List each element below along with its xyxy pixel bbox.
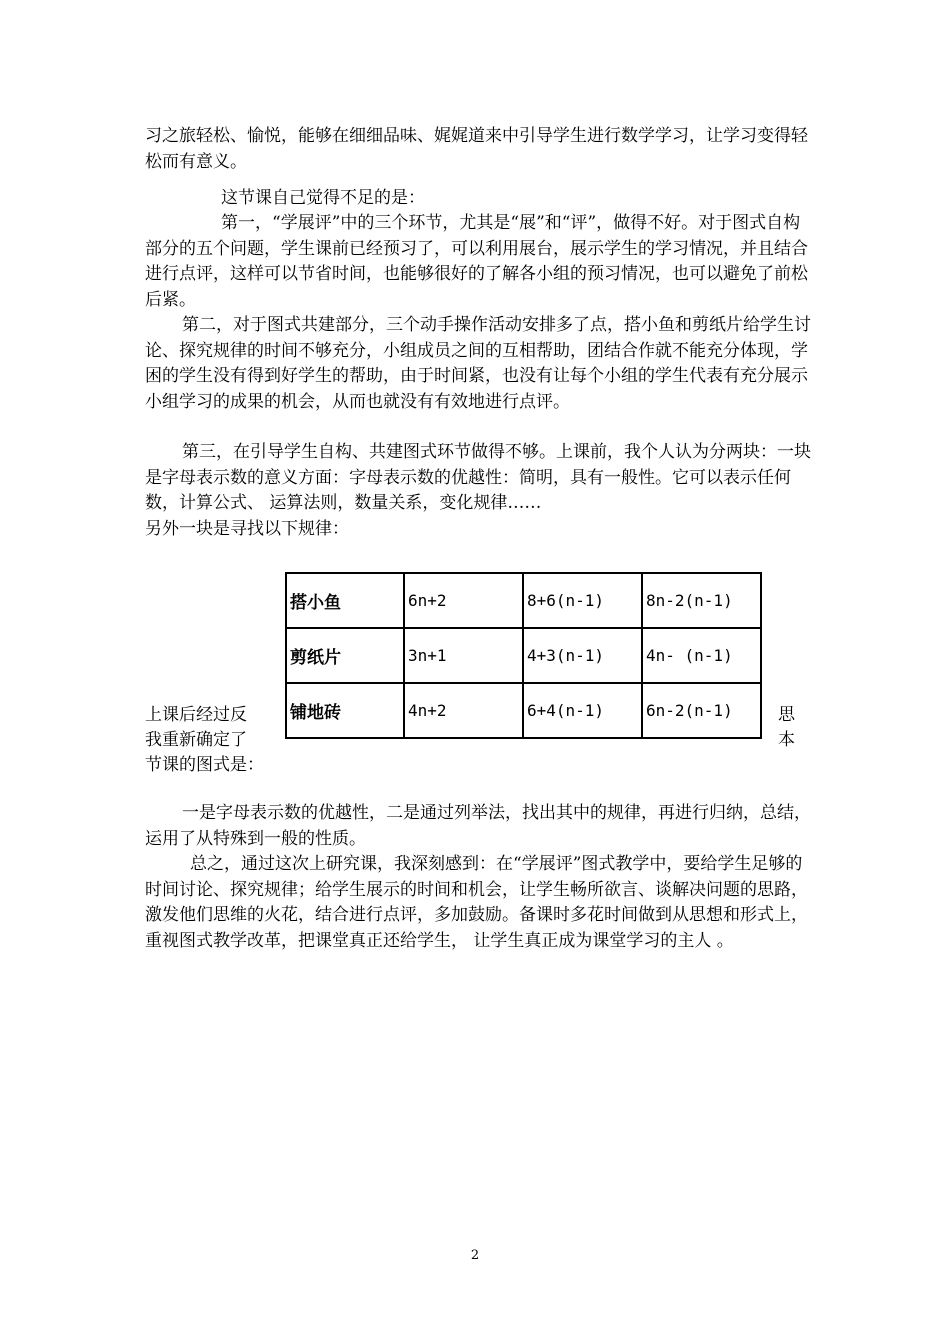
table-cell: 3n+1 (404, 628, 523, 683)
paragraph-3: 第一，“学展评”中的三个环节，尤其是“展”和“评”，做得不好。对于图式自构部分的五个问题，学生课前已经预习了，可以利用展台，展示学生的学习情况，并且结合进行点评，这样可以节省时间，也能够很好的了解各小组的预习情况，也可以避免了前松后紧。 (145, 213, 808, 310)
table-cell: 8n-2(n-1) (642, 573, 761, 628)
table-row (286, 683, 761, 738)
table-row (286, 628, 761, 683)
side-text-left-2: 我重新确定了 (145, 730, 247, 750)
paragraph-2: 这节课自己觉得不足的是： (221, 188, 425, 208)
table-cell: 6+4(n-1) (523, 683, 642, 738)
table-row (286, 573, 761, 628)
paragraph-4: 第二，对于图式共建部分，三个动手操作活动安排多了点，搭小鱼和剪纸片给学生讨论、探究规律的时间不够充分，小组成员之间的互相帮助，团结合作就不能充分体现，学困的学生没有得到好学生的帮助，由于时间紧，也没有让每个小组的学生代表有充分展示小组学习的成果的机会，从而也就没有有效地进行点评。 (145, 315, 811, 412)
side-text-left-1: 上课后经过反 (145, 705, 247, 725)
row-label: 剪纸片 (286, 628, 404, 683)
row-label: 铺地砖 (286, 683, 404, 738)
paragraph-5: 第三，在引导学生自构、共建图式环节做得不够。上课前，我个人认为分两块：一块是字母表示数的意义方面：字母表示数的优越性：简明，具有一般性。它可以表示任何数，计算公式、 运算法则，数量关系，变化规律…… (145, 442, 811, 513)
side-text-right-2: 本 (778, 730, 795, 750)
table-cell: 4n- (n-1) (642, 628, 761, 683)
paragraph-6: 另外一块是寻找以下规律： (145, 519, 349, 539)
table-cell: 6n+2 (404, 573, 523, 628)
row-label: 搭小鱼 (286, 573, 404, 628)
table-cell: 8+6(n-1) (523, 573, 642, 628)
pattern-table (285, 572, 762, 739)
table-cell: 4+3(n-1) (523, 628, 642, 683)
paragraph-1: 习之旅轻松、愉悦，能够在细细品味、娓娓道来中引导学生进行数学学习，让学习变得轻松而有意义。 (145, 126, 808, 172)
paragraph-7: 一是字母表示数的优越性，二是通过列举法，找出其中的规律，再进行归纳，总结，运用了从特殊到一般的性质。 (145, 803, 811, 849)
side-text-right-1: 思 (778, 705, 795, 725)
side-text-left-3: 节课的图式是： (145, 755, 264, 775)
table-cell: 4n+2 (404, 683, 523, 738)
table-cell: 6n-2(n-1) (642, 683, 761, 738)
page-number: 2 (470, 1248, 480, 1263)
paragraph-8: 总之，通过这次上研究课，我深刻感到：在“学展评”图式教学中，要给学生足够的时间讨论、探究规律；给学生展示的时间和机会，让学生畅所欲言、谈解决问题的思路，激发他们思维的火花，结合进行点评，多加鼓励。备课时多花时间做到从思想和形式上，重视图式教学改革，把课堂真正还给学生， 让学生真正成为课堂学习的主人 。 (145, 854, 808, 951)
